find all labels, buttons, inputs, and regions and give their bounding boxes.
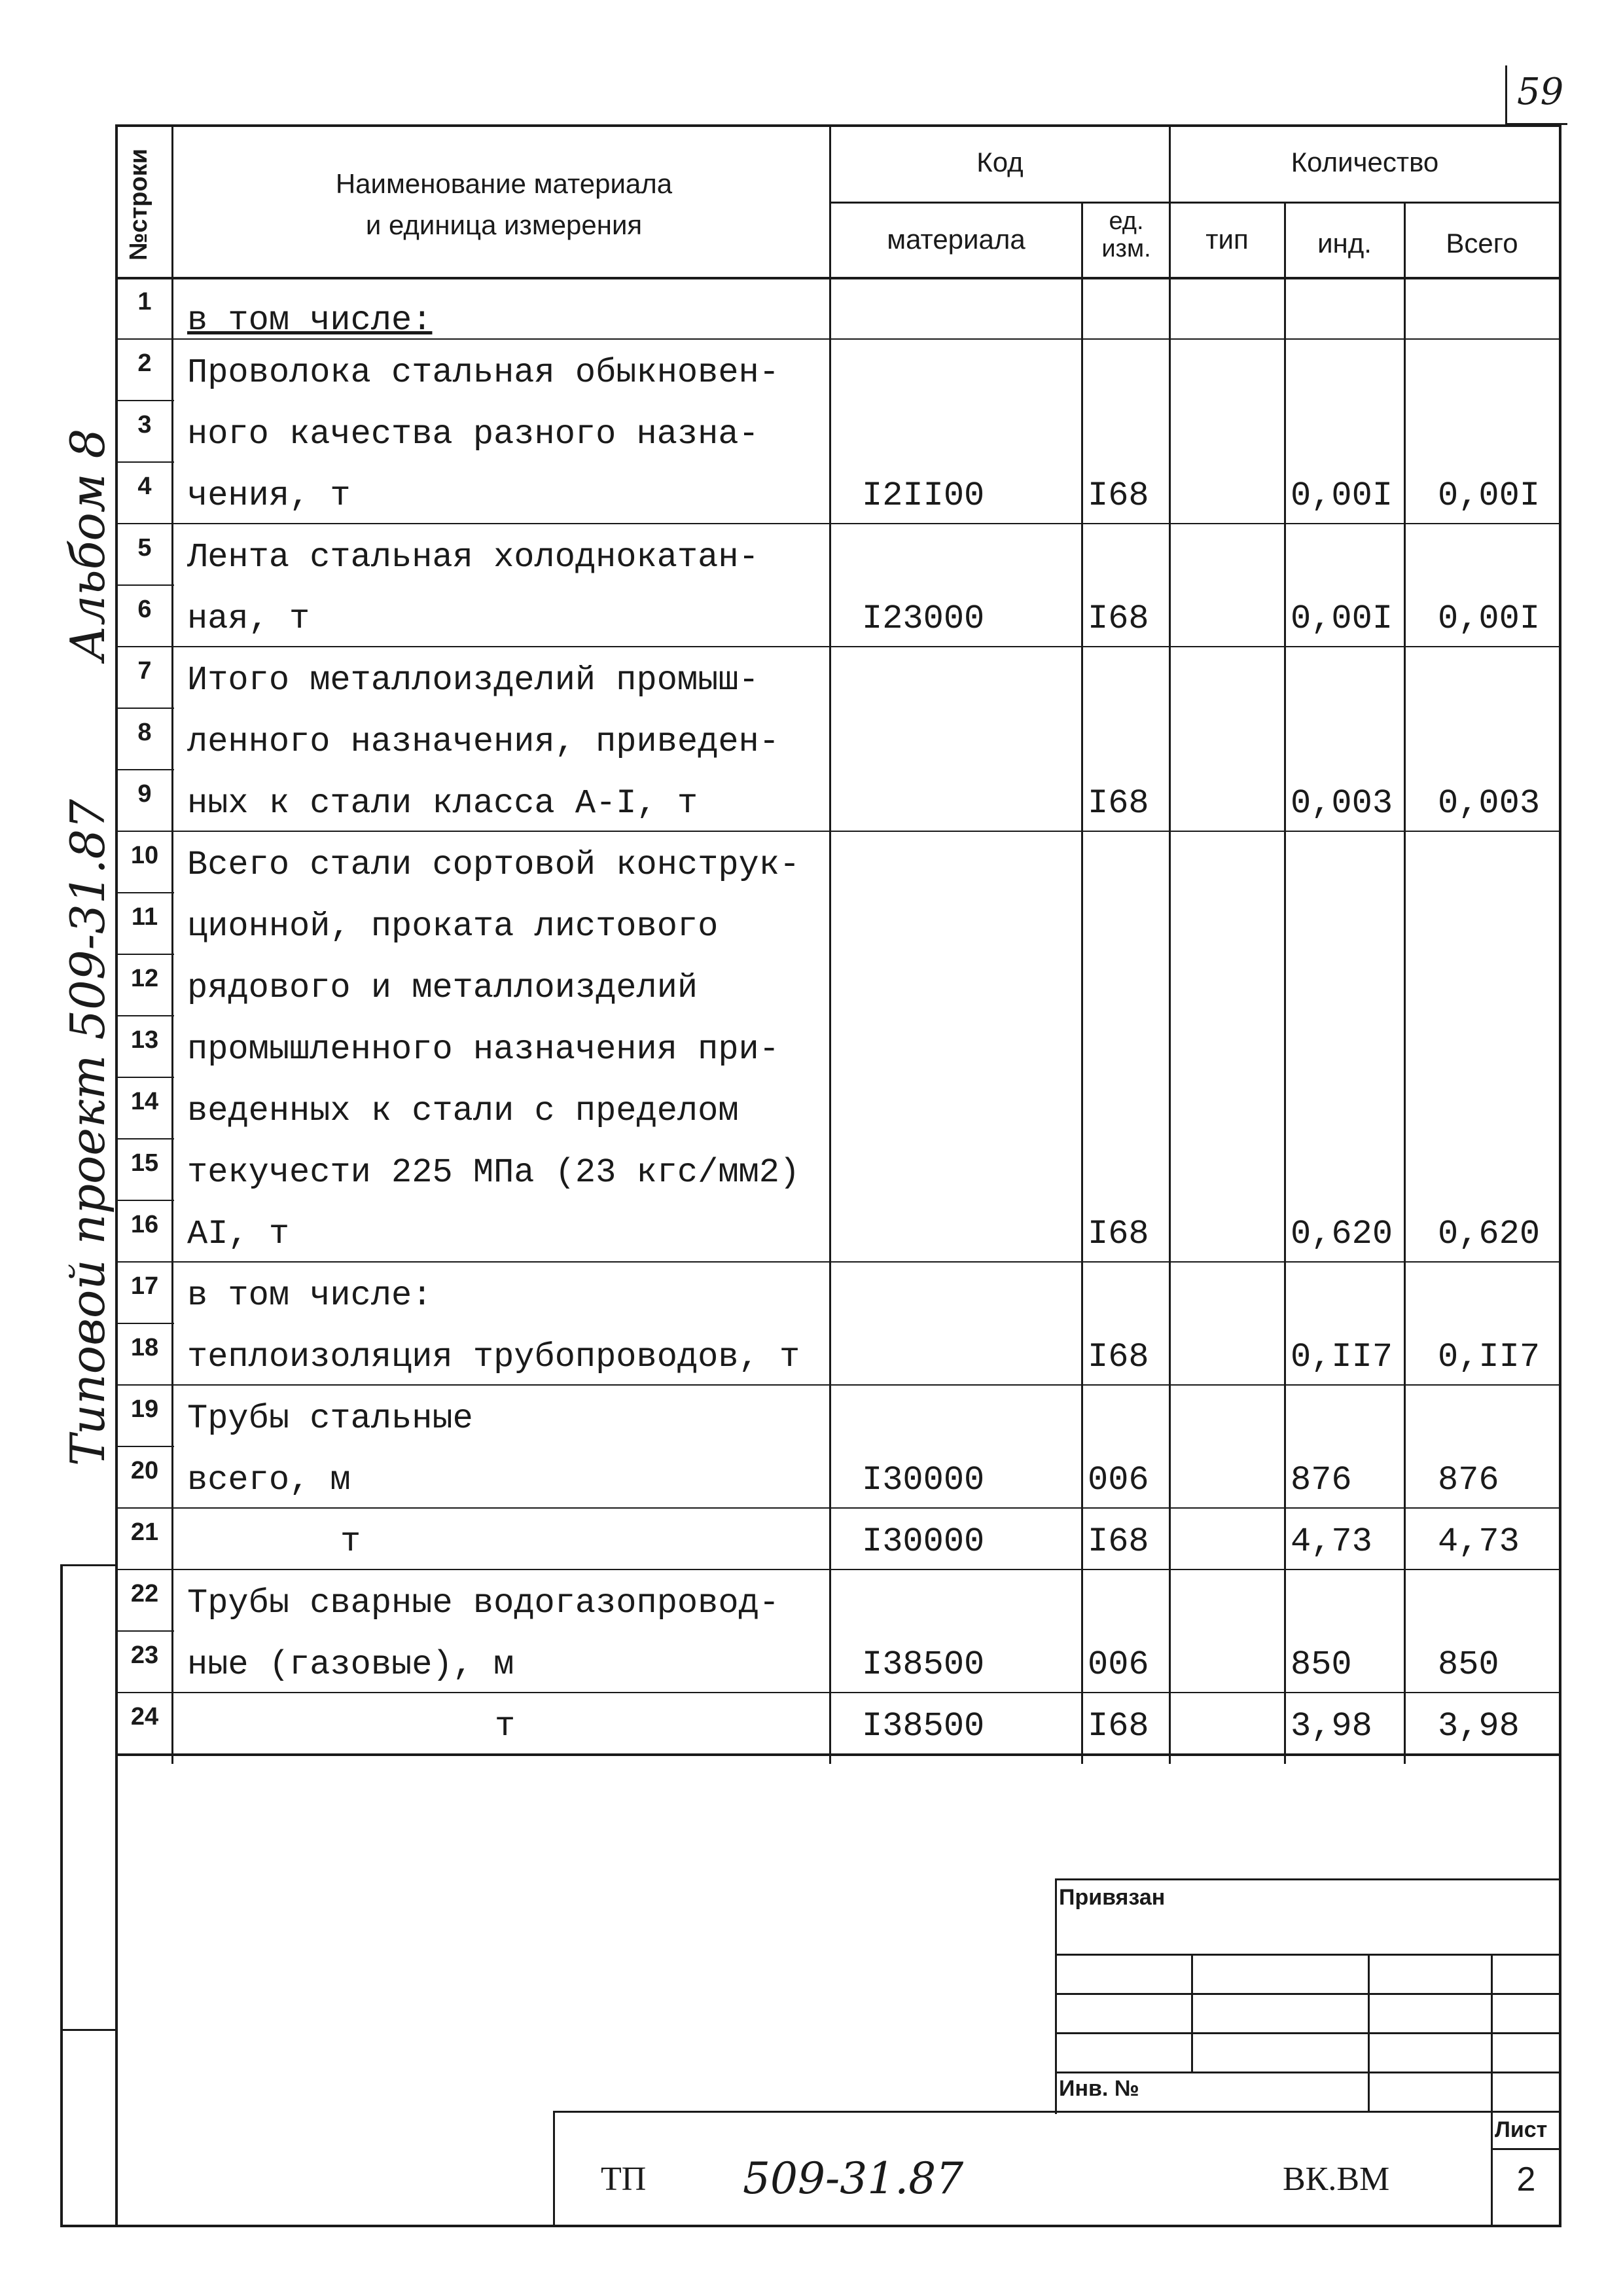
- row-name: ционной, проката листового: [187, 907, 719, 946]
- row-name: ленного назначения, приведен-: [187, 723, 779, 761]
- row-number: 8: [137, 719, 152, 746]
- row-total: 0,II7: [1438, 1338, 1541, 1376]
- row-number: 19: [130, 1395, 159, 1423]
- row-unit: I68: [1088, 784, 1149, 823]
- stamp-sheet-number: 2: [1516, 2161, 1536, 2198]
- row-unit: I68: [1088, 476, 1149, 515]
- page-number-tick: [1505, 65, 1507, 126]
- header-code-unit: ед. изм.: [1101, 207, 1151, 262]
- row-number: 23: [130, 1641, 159, 1669]
- row-unit: I68: [1088, 1522, 1149, 1561]
- row-name: в том числе:: [187, 1276, 433, 1315]
- row-code: I38500: [862, 1645, 985, 1684]
- row-total: 0,00I: [1438, 476, 1541, 515]
- page-number: 59: [1517, 71, 1564, 113]
- row-unit: I68: [1088, 1338, 1149, 1376]
- row-ind: 0,II7: [1291, 1338, 1393, 1376]
- row-name: Лента стальная холоднокатан-: [187, 538, 759, 577]
- row-code: I2II00: [862, 476, 985, 515]
- stamp-project-number: 509-31.87: [743, 2153, 964, 2204]
- row-ind: 0,620: [1291, 1215, 1393, 1253]
- row-ind: 850: [1291, 1645, 1352, 1684]
- row-number: 9: [137, 780, 152, 808]
- row-number: 15: [130, 1149, 159, 1177]
- row-ind: 0,00I: [1291, 476, 1393, 515]
- header-qty-type: тип: [1205, 224, 1249, 255]
- row-name: в том числе:: [187, 301, 433, 340]
- row-number: 16: [130, 1211, 159, 1238]
- row-ind: 876: [1291, 1461, 1352, 1499]
- row-unit: I68: [1088, 1707, 1149, 1746]
- row-name: ная, т: [187, 600, 310, 638]
- row-total: 4,73: [1438, 1522, 1520, 1561]
- row-name: ного качества разного назна-: [187, 415, 759, 454]
- row-total: 876: [1438, 1461, 1499, 1499]
- row-number: 20: [130, 1457, 159, 1484]
- row-number: 18: [130, 1334, 159, 1361]
- row-number: 24: [130, 1703, 159, 1731]
- row-number: 11: [131, 903, 158, 931]
- row-ind: 4,73: [1291, 1522, 1372, 1561]
- row-unit: 006: [1088, 1461, 1149, 1499]
- side-label-album: Альбом 8: [60, 428, 115, 661]
- row-name: ные (газовые), м: [187, 1645, 514, 1684]
- row-number: 10: [130, 842, 159, 869]
- row-name: текучести 225 МПа (23 кгс/мм2): [187, 1153, 800, 1192]
- row-name: Итого металлоизделий промыш-: [187, 661, 759, 700]
- row-number: 12: [130, 965, 159, 992]
- row-number: 22: [130, 1580, 159, 1607]
- row-unit: I68: [1088, 1215, 1149, 1253]
- row-ind: 0,00I: [1291, 600, 1393, 638]
- row-name: Трубы сварные водогазопровод-: [187, 1584, 779, 1623]
- row-total: 3,98: [1438, 1707, 1520, 1746]
- row-name: промышленного назначения при-: [187, 1030, 779, 1069]
- header-qty-ind: инд.: [1317, 228, 1372, 259]
- row-number: 7: [137, 657, 152, 685]
- stamp-tp: ТП: [601, 2161, 647, 2198]
- row-total: 0,00I: [1438, 600, 1541, 638]
- row-name: AI, т: [187, 1215, 290, 1253]
- row-number: 14: [130, 1088, 159, 1115]
- header-qty-total: Всего: [1446, 228, 1518, 259]
- stamp-doc-code: ВК.ВМ: [1283, 2161, 1390, 2198]
- header-row-number: [115, 131, 162, 278]
- row-code: I23000: [862, 600, 985, 638]
- row-code: I30000: [862, 1461, 985, 1499]
- header-quantity: Количество: [1291, 147, 1439, 177]
- stamp-sheet-label: Лист: [1495, 2117, 1548, 2142]
- row-total: 850: [1438, 1645, 1499, 1684]
- row-name: т: [495, 1707, 516, 1746]
- row-name: Всего стали сортовой конструк-: [187, 846, 800, 884]
- header-code-material: материала: [887, 224, 1026, 255]
- row-number: 1: [137, 288, 152, 315]
- row-name: т: [340, 1522, 361, 1561]
- row-name: ных к стали класса А-I, т: [187, 784, 698, 823]
- header-name-line1: Наименование материала: [335, 168, 673, 199]
- row-name: чения, т: [187, 476, 351, 515]
- row-name: Проволока стальная обыкновен-: [187, 353, 779, 392]
- row-name: веденных к стали с пределом: [187, 1092, 739, 1130]
- header-name-line2: и единица измерения: [365, 209, 643, 240]
- row-unit: 006: [1088, 1645, 1149, 1684]
- header-code: Код: [976, 147, 1024, 177]
- row-name: рядового и металлоизделий: [187, 969, 698, 1007]
- row-name: Трубы стальные: [187, 1399, 473, 1438]
- row-name: всего, м: [187, 1461, 351, 1499]
- row-code: I38500: [862, 1707, 985, 1746]
- row-number: 2: [137, 350, 152, 377]
- row-code: I30000: [862, 1522, 985, 1561]
- stamp-bound-label: Привязан: [1059, 1885, 1166, 1910]
- row-ind: 3,98: [1291, 1707, 1372, 1746]
- side-label-project: Типовой проект 509-31.87: [60, 798, 115, 1466]
- row-name: теплоизоляция трубопроводов, т: [187, 1338, 800, 1376]
- row-number: 4: [137, 473, 152, 500]
- row-number: 6: [137, 596, 152, 623]
- row-ind: 0,003: [1291, 784, 1393, 823]
- row-number: 3: [137, 411, 152, 439]
- row-number: 5: [137, 534, 152, 562]
- row-number: 21: [130, 1518, 159, 1546]
- stamp-inv-label: Инв. №: [1059, 2076, 1139, 2101]
- row-number: 17: [130, 1272, 159, 1300]
- row-unit: I68: [1088, 600, 1149, 638]
- row-number: 13: [130, 1026, 159, 1054]
- row-total: 0,003: [1438, 784, 1541, 823]
- header-row-number-label: №строки: [124, 149, 152, 260]
- row-total: 0,620: [1438, 1215, 1541, 1253]
